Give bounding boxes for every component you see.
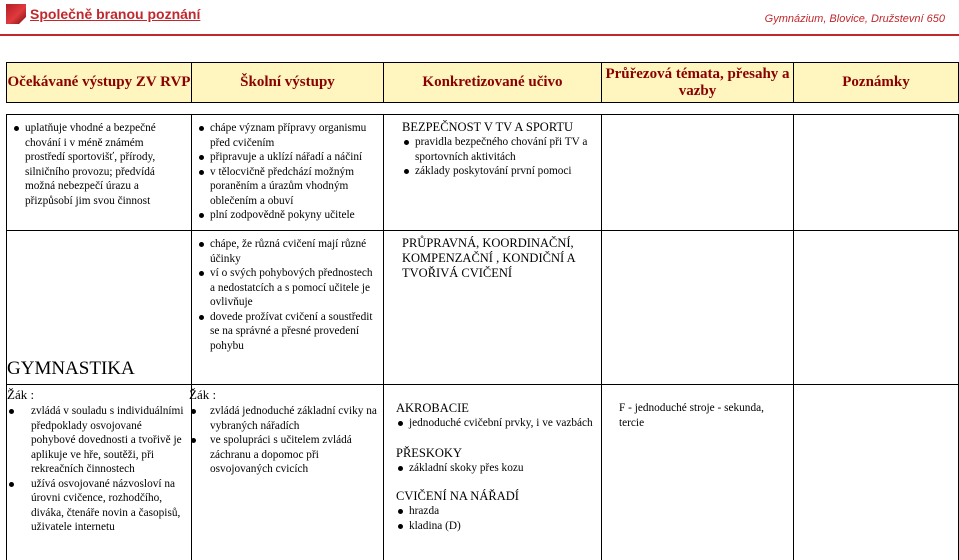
list-item: zvládá jednoduché základní cviky na vybraných nářadích xyxy=(189,404,381,433)
list-item: kladina (D) xyxy=(396,519,596,534)
topic-heading: AKROBACIE xyxy=(396,401,469,415)
list-item: ví o svých pohybových přednostech a nedostatcích a s pomocí učitele je ovlivňuje xyxy=(197,266,379,310)
topic-heading: PRŮPRAVNÁ, KOORDINAČNÍ, KOMPENZAČNÍ , KONDIČNÍ A TVOŘIVÁ CVIČENÍ xyxy=(402,236,575,280)
row1-topics xyxy=(402,120,598,179)
row3-outcomes xyxy=(7,387,189,535)
brand-logo-icon xyxy=(6,4,26,24)
table-col-border xyxy=(383,114,384,560)
topic-heading: CVIČENÍ NA NÁŘADÍ xyxy=(396,489,519,503)
document-header xyxy=(0,0,959,34)
list-item: ve spolupráci s učitelem zvládá záchranu a dopomoc při osvojovaných cvicích xyxy=(189,433,381,477)
brand xyxy=(6,4,200,24)
list-item: chápe, že různá cvičení mají různé účinky xyxy=(197,237,379,266)
topic-heading: PŘESKOKY xyxy=(396,445,462,460)
table-col-border xyxy=(601,114,602,560)
list-item: základní skoky přes kozu xyxy=(396,461,596,476)
topic-heading: BEZPEČNOST V TV A SPORTU xyxy=(402,120,574,134)
table-col-border xyxy=(793,114,794,560)
row3-school-outcomes xyxy=(189,387,381,477)
outcomes-caption: Žák : xyxy=(7,387,35,402)
table-row-border xyxy=(6,230,959,231)
row3-topics xyxy=(396,401,596,533)
col-header-school-outcomes: Školní výstupy xyxy=(191,62,384,103)
row2-topics xyxy=(402,236,596,281)
row1-outcomes xyxy=(12,121,184,208)
header-divider xyxy=(0,34,959,36)
row3-cross-topics: F - jednoduché stroje - sekunda, tercie xyxy=(619,402,764,429)
row1-school-outcomes xyxy=(197,121,379,223)
list-item: připravuje a uklízí nářadí a náčiní xyxy=(197,150,379,165)
list-item: dovede prožívat cvičení a soustředit se na správné a přesné provedení pohybu xyxy=(197,310,379,354)
table-col-border xyxy=(191,114,192,560)
list-item: jednoduché cvičební prvky, i ve vazbách xyxy=(396,416,596,431)
list-item: plní zodpovědně pokyny učitele xyxy=(197,208,379,223)
list-item: základy poskytování první pomoci xyxy=(402,164,598,179)
brand-title[interactable]: Společně branou poznání xyxy=(30,6,201,22)
list-item: zvládá v souladu s individuálními předpoklady osvojované pohybové dovednosti a tvořivě je aplikuje ve hře, soutěži, při rekreačních činnostech xyxy=(7,404,189,477)
list-item: chápe význam přípravy organismu před cvičením xyxy=(197,121,379,150)
table-row-border xyxy=(6,114,959,115)
list-item: užívá osvojované názvosloví na úrovni cvičence, rozhodčího, diváka, čtenáře novin a časopisů, uživatele internetu xyxy=(7,477,189,535)
list-item: hrazda xyxy=(396,504,596,519)
school-name: Gymnázium, Blovice, Družstevní 650 xyxy=(764,13,945,25)
section-title: GYMNASTIKA xyxy=(7,358,135,379)
col-header-notes: Poznámky xyxy=(793,62,959,103)
school-caption: Žák : xyxy=(189,387,217,402)
col-header-outcomes: Očekávané výstupy ZV RVP xyxy=(6,62,192,103)
col-header-topics: Konkretizované učivo xyxy=(383,62,602,103)
col-header-cross-topics: Průřezová témata, přesahy a vazby xyxy=(601,62,794,103)
table-row-border xyxy=(6,384,959,385)
row2-school-outcomes xyxy=(197,237,379,353)
list-item: uplatňuje vhodné a bezpečné chování i v méně známém prostředí sportovišť, přírody, silničního provozu; předvídá možná nebezpečí úrazu a přizpůsobí jim svou činnost xyxy=(12,121,184,208)
list-item: pravidla bezpečného chování při TV a sportovních aktivitách xyxy=(402,135,598,164)
list-item: v tělocvičně předchází možným poraněním a úrazům vhodným oblečením a obuví xyxy=(197,165,379,209)
